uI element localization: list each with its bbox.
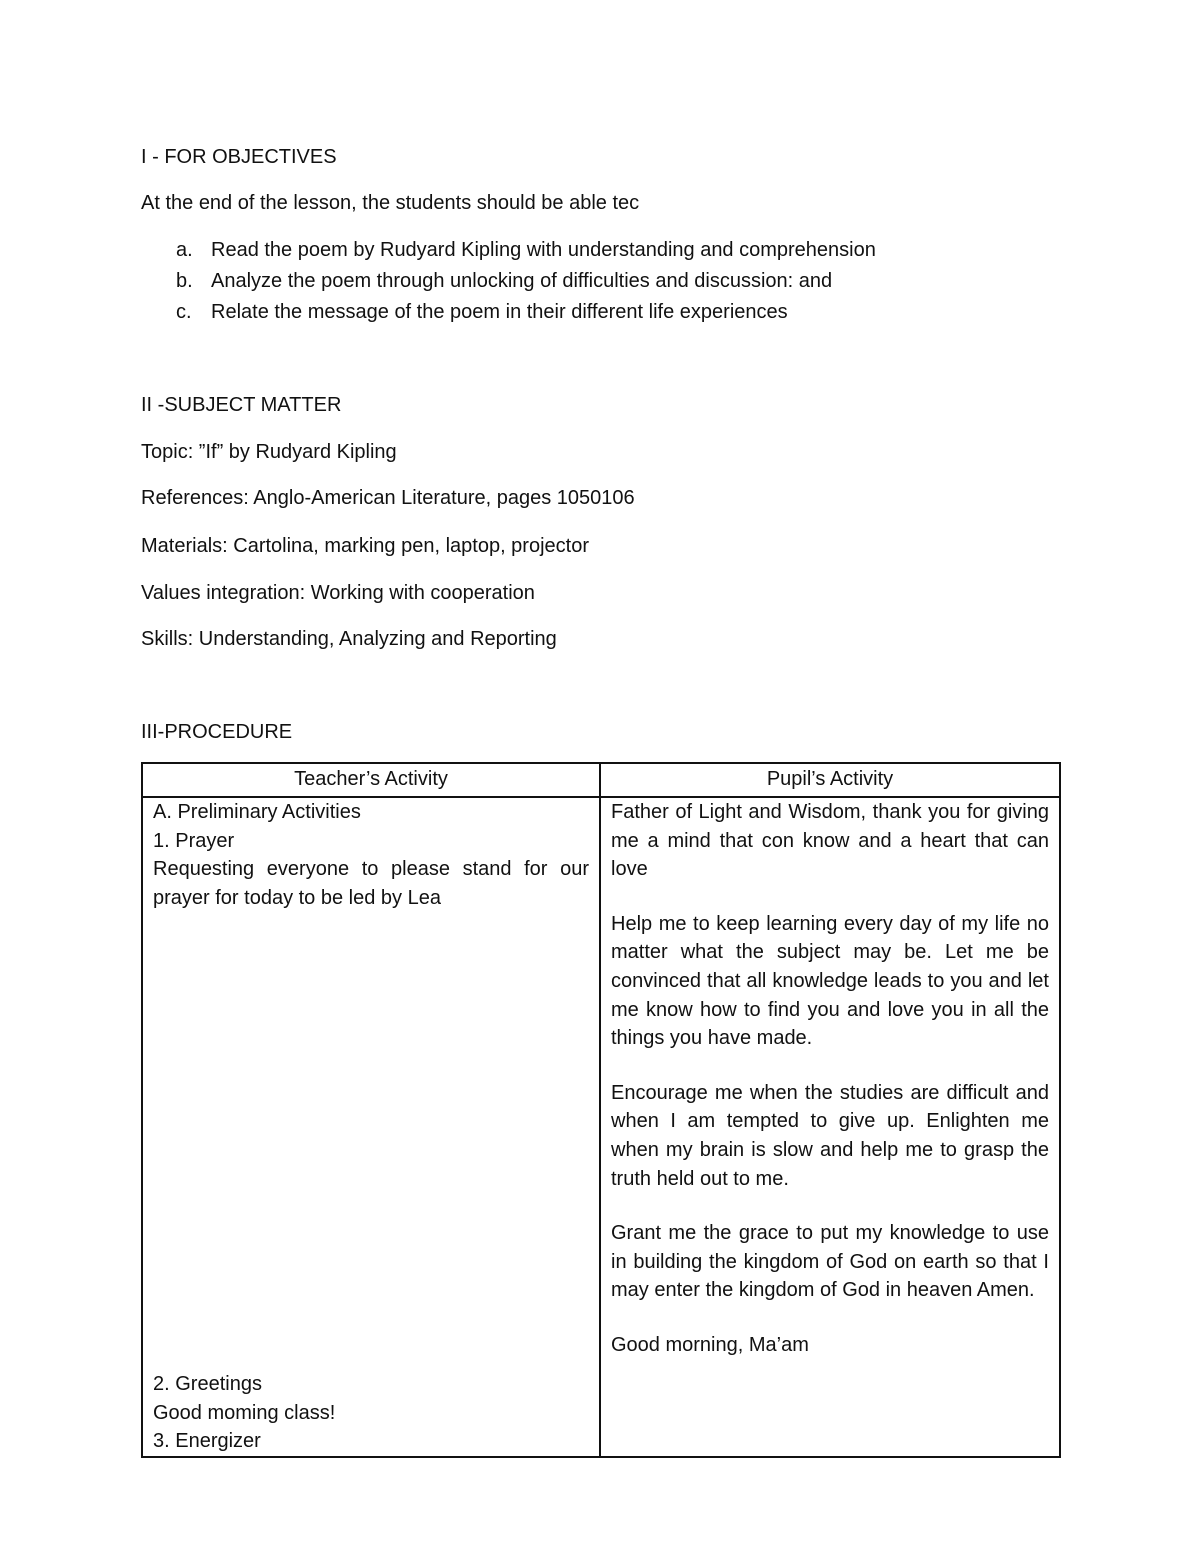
prayer-title: 1. Prayer	[153, 829, 235, 852]
pupil-activity-header: Pupil’s Activity	[600, 763, 1060, 797]
prayer-paragraph-2: Help me to keep learning every day of my life no matter what the subject may be. Let me be convinced that all knowledge leads to you and let me know how to find you and love you in all the things you have made.	[611, 912, 1049, 1050]
greetings-title: 2. Greetings	[153, 1373, 262, 1396]
table-row	[142, 797, 1060, 1457]
objectives-heading: I - FOR OBJECTIVES	[141, 146, 337, 168]
objective-marker: a.	[176, 239, 193, 261]
subject-values: Values integration: Working with cooperation	[141, 582, 535, 604]
preliminary-activities: A. Preliminary Activities	[153, 801, 361, 823]
greeting-reply: Good morning, Ma’am	[611, 1333, 809, 1356]
subject-references: References: Anglo-American Literature, pages 1050106	[141, 487, 635, 509]
prayer-instruction: Requesting everyone to please stand for our prayer for today to be led by Lea	[153, 858, 589, 909]
energizer-title: 3. Energizer	[153, 1430, 261, 1453]
greetings-text: Good moming class!	[153, 1401, 336, 1424]
objective-item-b	[141, 269, 832, 293]
prayer-paragraph-1: Father of Light and Wisdom, thank you for giving me a mind that con know and a heart that can love	[611, 801, 1049, 881]
objectives-intro: At the end of the lesson, the students should be able tec	[141, 192, 640, 214]
pupil-activity-cell	[600, 797, 1060, 1457]
subject-matter-heading: II -SUBJECT MATTER	[141, 394, 342, 416]
prayer-paragraph-3: Encourage me when the studies are difficult and when I am tempted to give up. Enlighten me when my brain is slow and help me to grasp the truth held out to me.	[611, 1081, 1049, 1190]
table-header-row	[142, 763, 1060, 797]
subject-materials: Materials: Cartolina, marking pen, laptop, projector	[141, 535, 589, 557]
procedure-heading: III-PROCEDURE	[141, 721, 293, 743]
objective-marker: b.	[176, 270, 193, 292]
procedure-table	[141, 762, 1061, 1458]
objective-text: Read the poem by Rudyard Kipling with understanding and comprehension	[211, 239, 876, 261]
objective-item-c	[141, 300, 788, 324]
objective-item-a	[141, 238, 876, 262]
objective-text: Relate the message of the poem in their different life experiences	[211, 301, 788, 323]
teacher-activity-header: Teacher’s Activity	[142, 763, 600, 797]
teacher-activity-cell	[142, 797, 600, 1457]
subject-topic: Topic: ”If” by Rudyard Kipling	[141, 441, 397, 463]
prayer-paragraph-4: Grant me the grace to put my knowledge to use in building the kingdom of God on earth so that I may enter the kingdom of God in heaven Amen.	[611, 1222, 1049, 1302]
objective-marker: c.	[176, 301, 192, 323]
objective-text: Analyze the poem through unlocking of difficulties and discussion: and	[211, 270, 833, 292]
subject-skills: Skills: Understanding, Analyzing and Reporting	[141, 628, 557, 650]
